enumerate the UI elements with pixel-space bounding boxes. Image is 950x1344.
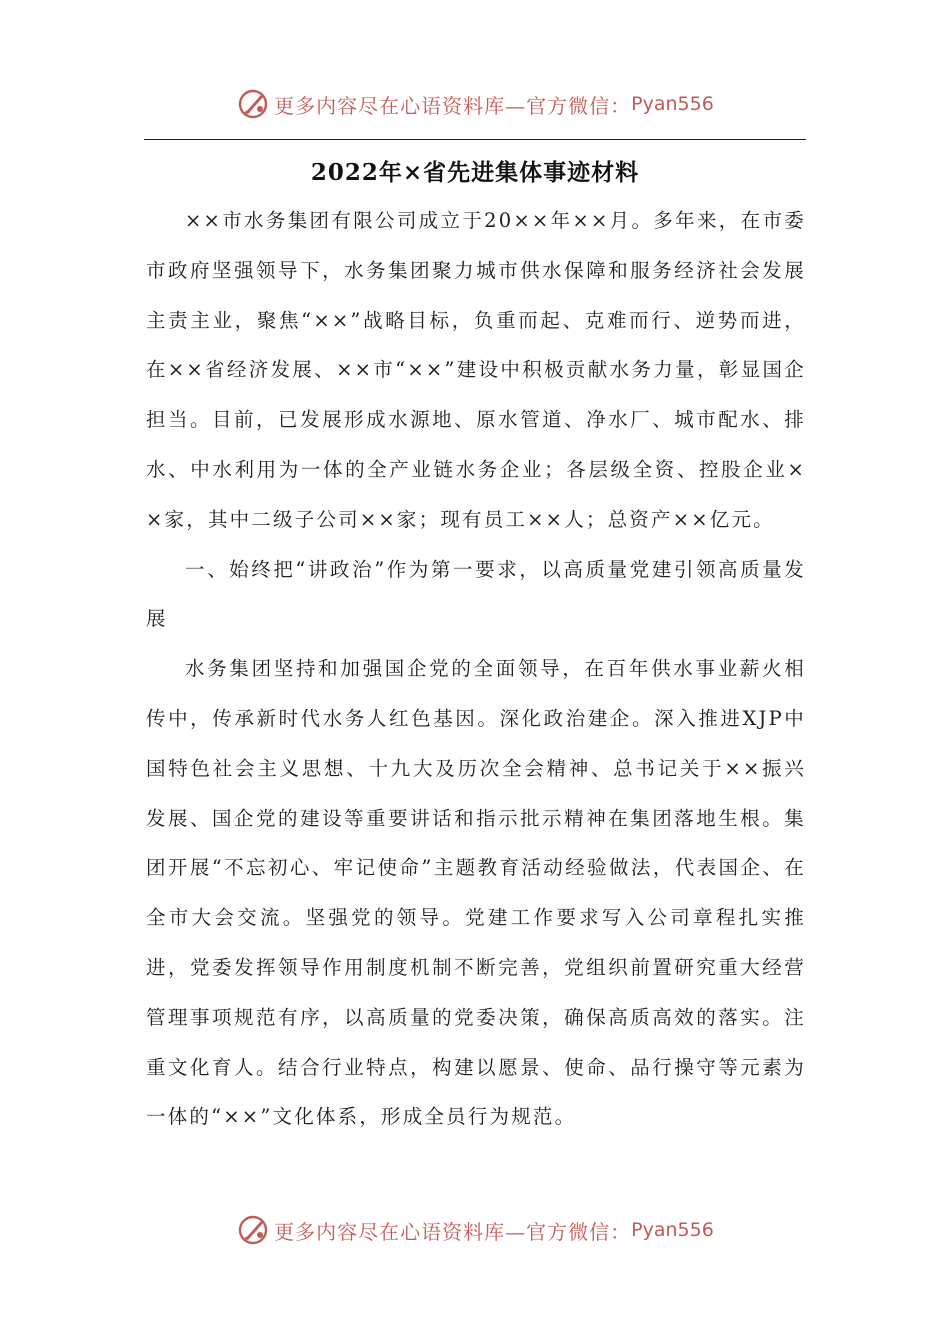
header-rule xyxy=(144,139,806,140)
quill-pen-logo-icon xyxy=(236,87,270,121)
watermark-text: 更多内容尽在心语资料库—官方微信： xyxy=(274,93,632,118)
header-watermark xyxy=(0,84,950,124)
watermark-wechat-id: Pyan556 xyxy=(631,93,714,115)
watermark-wechat-id: Pyan556 xyxy=(631,1219,714,1241)
document-title: 2022年×省先进集体事迹材料 xyxy=(310,159,640,186)
quill-pen-logo-icon xyxy=(236,1213,270,1247)
document-body xyxy=(146,196,806,1142)
paragraph-section-1: 水务集团坚持和加强国企党的全面领导，在百年供水事业薪火相传中，传承新时代水务人红色基因。深化政治建企。深入推进XJP中国特色社会主义思想、十九大及历次全会精神、总书记关于××振兴发展、国企党的建设等重要讲话和指示批示精神在集团落地生根。集团开展“不忘初心、牢记使命”主题教育活动经验做法，代表国企、在全市大会交流。坚强党的领导。党建工作要求写入公司章程扎实推进，党委发挥领导作用制度机制不断完善，党组织前置研究重大经营管理事项规范有序，以高质量的党委决策，确保高质高效的落实。注重文化育人。结合行业特点，构建以愿景、使命、品行操守等元素为一体的“××”文化体系，形成全员行为规范。 xyxy=(146,657,806,1129)
watermark-text: 更多内容尽在心语资料库—官方微信： xyxy=(274,1219,632,1244)
section-heading-1: 一、始终把“讲政治”作为第一要求，以高质量党建引领高质量发展 xyxy=(146,557,806,631)
footer-watermark xyxy=(0,1210,950,1250)
paragraph-intro: ××市水务集团有限公司成立于20××年××月。多年来，在市委市政府坚强领导下，水务集团聚力城市供水保障和服务经济社会发展主责主业，聚焦“××”战略目标，负重而起、克难而行、逆势而进，在××省经济发展、××市“××”建设中积极贡献水务力量，彰显国企担当。目前，已发展形成水源地、原水管道、净水厂、城市配水、排水、中水利用为一体的全产业链水务企业；各层级全资、控股企业××家，其中二级子公司××家；现有员工××人；总资产××亿元。 xyxy=(146,209,806,531)
